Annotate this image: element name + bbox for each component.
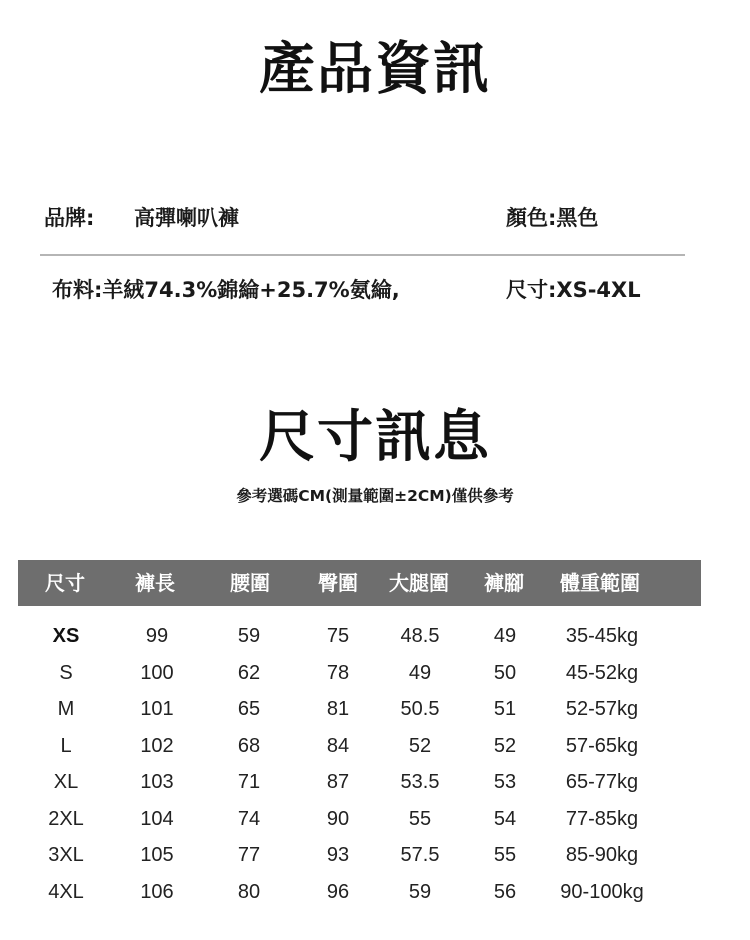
- cell-thigh: 49: [408, 661, 432, 684]
- cell-weight-range: 45-52kg: [565, 661, 639, 684]
- product-info-title: 產品資訊: [259, 37, 491, 102]
- cell-hip: 96: [326, 880, 350, 903]
- cell-thigh: 55: [408, 807, 432, 830]
- header-size: 尺寸: [45, 571, 85, 595]
- cell-hip: 90: [326, 807, 350, 830]
- cell-thigh: 57.5: [400, 844, 440, 866]
- cell-hem: 49: [493, 625, 517, 647]
- cell-weight-range: 85-90kg: [565, 844, 639, 866]
- color-info: 顏色:黑色: [506, 206, 599, 230]
- cell-waist: 62: [237, 661, 261, 684]
- brand-label: 品牌:: [44, 206, 95, 230]
- cell-weight-range: 65-77kg: [565, 771, 639, 793]
- cell-hip: 93: [326, 844, 350, 866]
- cell-weight-range: 57-65kg: [565, 734, 639, 757]
- size-info-title: 尺寸訊息: [259, 405, 491, 470]
- cell-hem: 54: [493, 807, 517, 830]
- header-hem: 褲腳: [484, 571, 524, 595]
- cell-waist: 68: [237, 734, 261, 757]
- cell-length: 100: [140, 661, 174, 684]
- cell-thigh: 53.5: [400, 771, 440, 793]
- cell-size: XL: [53, 771, 79, 793]
- cell-size: 4XL: [48, 880, 84, 903]
- cell-weight-range: 77-85kg: [565, 807, 639, 830]
- cell-weight-range: 90-100kg: [560, 880, 644, 903]
- size-range-info: 尺寸:XS-4XL: [506, 278, 641, 302]
- cell-length: 105: [140, 844, 174, 866]
- cell-hem: 53: [493, 771, 517, 793]
- cell-hip: 84: [326, 734, 350, 757]
- cell-thigh: 50.5: [400, 698, 440, 720]
- header-weight-range: 體重範圍: [560, 571, 640, 595]
- info-divider: [40, 254, 685, 256]
- cell-length: 106: [140, 880, 174, 903]
- cell-hip: 75: [326, 625, 350, 647]
- cell-thigh: 52: [408, 734, 432, 757]
- cell-thigh: 59: [408, 880, 432, 903]
- cell-length: 102: [140, 734, 174, 757]
- cell-size: L: [60, 734, 72, 757]
- cell-waist: 80: [237, 880, 261, 903]
- cell-waist: 77: [237, 844, 261, 866]
- fabric-info: 布料:羊絨74.3%錦綸+25.7%氨綸,: [52, 278, 400, 302]
- cell-waist: 65: [237, 698, 261, 720]
- cell-waist: 71: [237, 771, 261, 793]
- cell-length: 101: [140, 698, 174, 720]
- cell-hem: 55: [493, 844, 517, 866]
- cell-hem: 56: [493, 880, 517, 903]
- size-reference-note: 參考選碼CM(測量範圍±2CM)僅供參考: [236, 487, 514, 505]
- cell-weight-range: 52-57kg: [565, 698, 639, 720]
- cell-length: 104: [140, 807, 174, 830]
- cell-size: 3XL: [48, 844, 84, 866]
- cell-size: M: [57, 698, 75, 720]
- cell-hem: 50: [493, 661, 517, 684]
- cell-length: 99: [145, 625, 169, 647]
- cell-size: 2XL: [48, 807, 84, 830]
- header-thigh: 大腿圍: [389, 571, 449, 595]
- cell-waist: 74: [237, 807, 261, 830]
- header-waist: 腰圍: [230, 571, 270, 595]
- cell-waist: 59: [237, 625, 261, 647]
- cell-hem: 51: [493, 698, 517, 720]
- header-length: 褲長: [135, 571, 175, 595]
- cell-size: S: [59, 661, 73, 684]
- cell-hip: 78: [326, 661, 350, 684]
- size-table-header: [18, 560, 701, 606]
- header-hip: 臀圍: [318, 571, 358, 595]
- cell-hem: 52: [493, 734, 517, 757]
- cell-thigh: 48.5: [400, 625, 440, 647]
- cell-hip: 81: [326, 698, 350, 720]
- cell-hip: 87: [326, 771, 350, 793]
- cell-length: 103: [140, 771, 174, 793]
- cell-weight-range: 35-45kg: [565, 625, 639, 647]
- brand-value: 高彈喇叭褲: [134, 206, 239, 230]
- cell-size: XS: [52, 625, 80, 647]
